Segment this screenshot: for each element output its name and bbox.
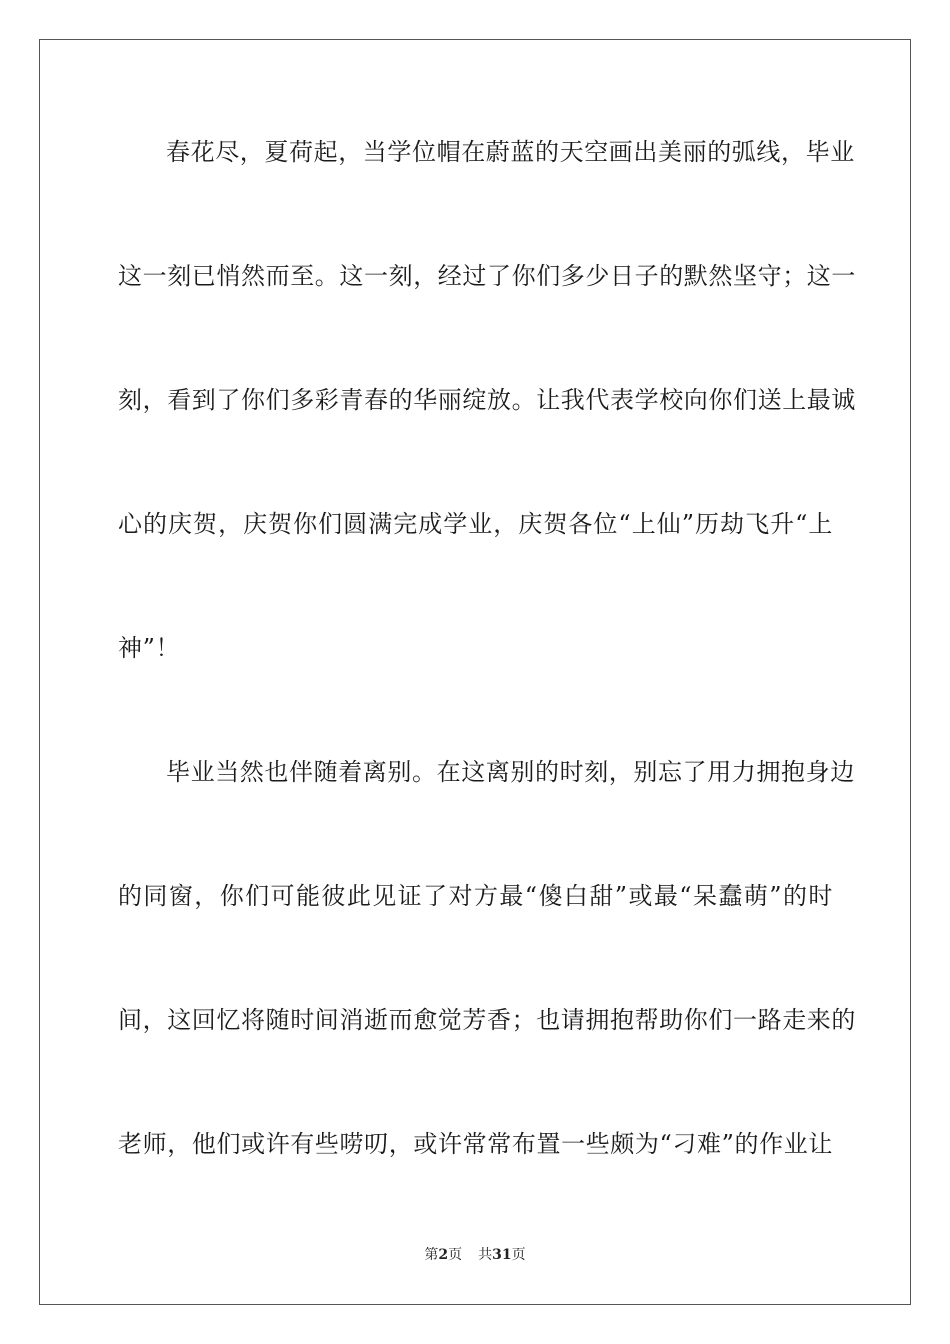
paragraph-2-line-1: 毕业当然也伴随着离别。在这离别的时刻，别忘了用力拥抱身边 <box>166 758 855 786</box>
page-number: 2 <box>438 1247 449 1263</box>
page-footer <box>0 1246 950 1264</box>
paragraph-1-line-5: 神”！ <box>118 634 181 662</box>
paragraph-1-line-3: 刻，看到了你们多彩青春的华丽绽放。让我代表学校向你们送上最诚 <box>118 386 856 414</box>
page-number-suffix: 页 <box>448 1247 463 1263</box>
paragraph-2-line-4: 老师，他们或许有些唠叨，或许常常布置一些颇为“刁难”的作业让 <box>118 1130 833 1158</box>
page-border <box>39 39 911 1305</box>
total-pages-suffix: 页 <box>511 1247 526 1263</box>
paragraph-2-line-2: 的同窗，你们可能彼此见证了对方最“傻白甜”或最“呆蠢萌”的时 <box>118 882 833 910</box>
total-pages-prefix: 共 <box>478 1247 493 1263</box>
total-pages: 31 <box>492 1247 512 1263</box>
paragraph-1-line-1: 春花尽，夏荷起，当学位帽在蔚蓝的天空画出美丽的弧线，毕业 <box>166 138 855 166</box>
paragraph-1-line-4: 心的庆贺，庆贺你们圆满完成学业，庆贺各位“上仙”历劫飞升“上 <box>118 510 833 538</box>
paragraph-2-line-3: 间，这回忆将随时间消逝而愈觉芳香；也请拥抱帮助你们一路走来的 <box>118 1006 856 1034</box>
paragraph-1-line-2: 这一刻已悄然而至。这一刻，经过了你们多少日子的默然坚守；这一 <box>118 262 856 290</box>
page-number-prefix: 第 <box>424 1247 439 1263</box>
